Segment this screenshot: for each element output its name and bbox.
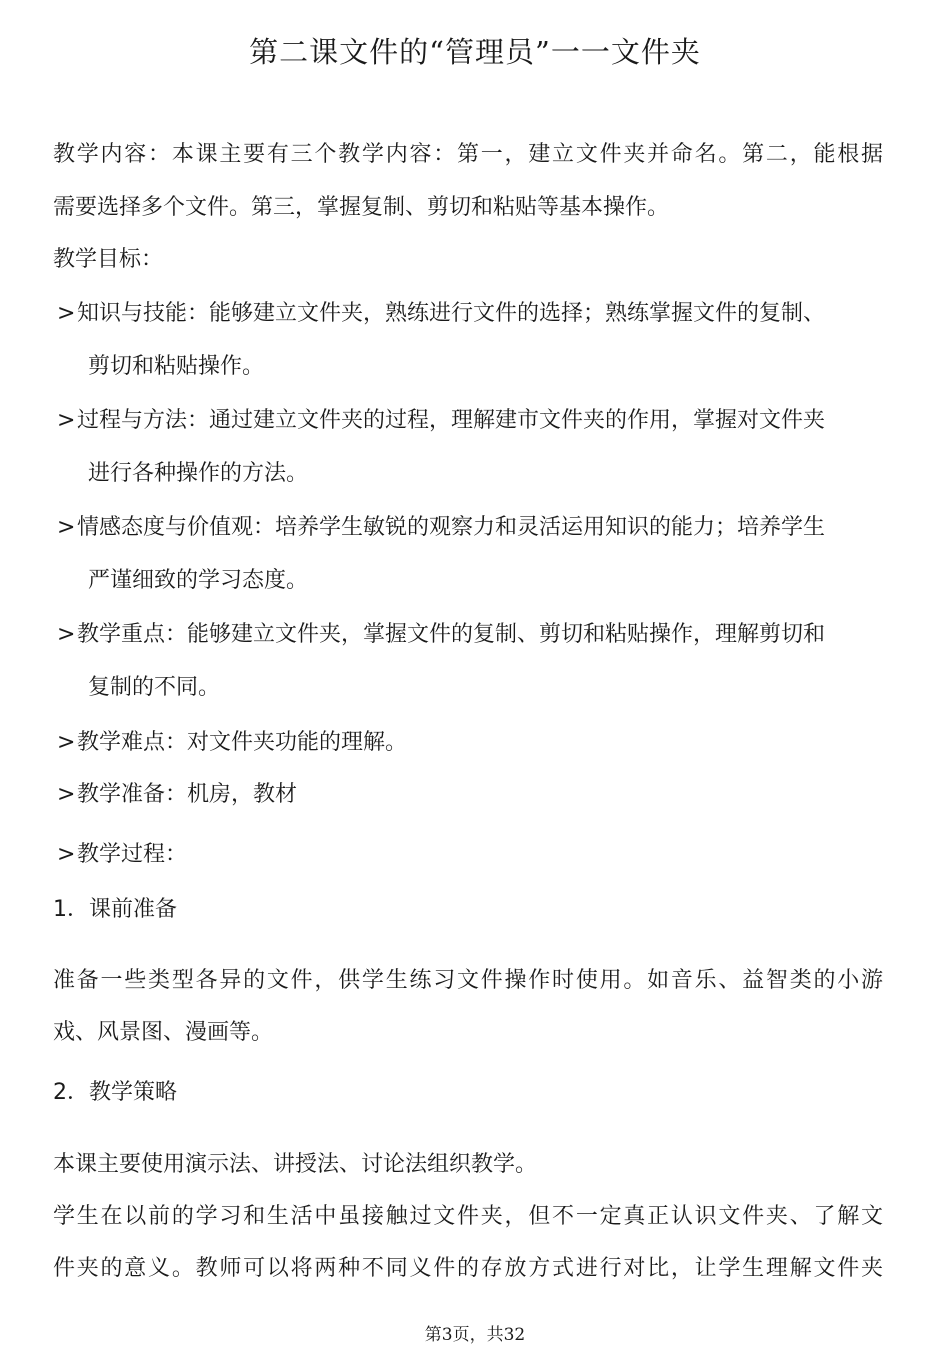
bullet-process: [57, 840, 887, 870]
goals-heading: 教学目标：: [53, 247, 164, 272]
section-heading-strategy: 2．教学策略: [53, 1080, 177, 1105]
bullet-continuation: 进行各种操作的方法。: [88, 461, 309, 486]
bullet-knowledge-skills: [57, 299, 887, 329]
bullet-arrow-icon: >: [57, 515, 76, 540]
bullet-text: 教学过程：: [77, 842, 188, 867]
bullet-process-method: [57, 406, 887, 436]
bullet-text: 教学难点：对文件夹功能的理解。: [77, 730, 408, 755]
bullet-arrow-icon: >: [57, 622, 76, 647]
bullet-text: 教学准备：机房，教材: [77, 782, 298, 807]
section2-paragraph-line-3: 件夹的意义。教师可以将两种不同义件的存放方式进行对比，让学生理解文件夹: [53, 1256, 883, 1281]
bullet-arrow-icon: >: [57, 408, 76, 433]
bullet-arrow-icon: >: [57, 301, 76, 326]
bullet-key-points: [57, 620, 887, 650]
page-number-footer: 第3页，共32: [424, 1325, 526, 1345]
content-paragraph-line-2: 需要选择多个文件。第三，掌握复制、剪切和粘贴等基本操作。: [53, 195, 670, 220]
section1-paragraph-line-1: 准备一些类型各异的文件，供学生练习文件操作时使用。如音乐、益智类的小游: [53, 968, 883, 993]
section1-paragraph-line-2: 戏、风景图、漫画等。: [53, 1020, 274, 1045]
bullet-attitude-values: [57, 513, 887, 543]
content-paragraph-line-1: 教学内容：本课主要有三个教学内容：第一，建立文件夹并命名。第二，能根据: [53, 142, 883, 167]
bullet-continuation: 复制的不同。: [88, 675, 221, 700]
bullet-arrow-icon: >: [57, 842, 76, 867]
bullet-difficulties: [57, 728, 887, 758]
section2-paragraph-line-1: 本课主要使用演示法、讲授法、讨论法组织教学。: [53, 1152, 538, 1177]
document-title: 第二课文件的“管理员”一一文件夹: [249, 35, 701, 69]
bullet-text: 情感态度与价值观：培养学生敏锐的观察力和灵活运用知识的能力；培养学生: [77, 515, 826, 540]
bullet-text: 过程与方法：通过建立文件夹的过程，理解建市文件夹的作用，掌握对文件夹: [77, 408, 826, 433]
bullet-arrow-icon: >: [57, 782, 76, 807]
section2-paragraph-line-2: 学生在以前的学习和生活中虽接触过文件夹，但不一定真正认识文件夹、了解文: [53, 1204, 883, 1229]
bullet-arrow-icon: >: [57, 730, 76, 755]
bullet-continuation: 严谨细致的学习态度。: [88, 568, 309, 593]
bullet-continuation: 剪切和粘贴操作。: [88, 354, 265, 379]
bullet-text: 知识与技能：能够建立文件夹，熟练进行文件的选择；熟练掌握文件的复制、: [77, 301, 826, 326]
bullet-text: 教学重点：能够建立文件夹，掌握文件的复制、剪切和粘贴操作，理解剪切和: [77, 622, 826, 647]
bullet-preparation: [57, 780, 887, 810]
section-heading-preparation: 1．课前准备: [53, 897, 177, 922]
